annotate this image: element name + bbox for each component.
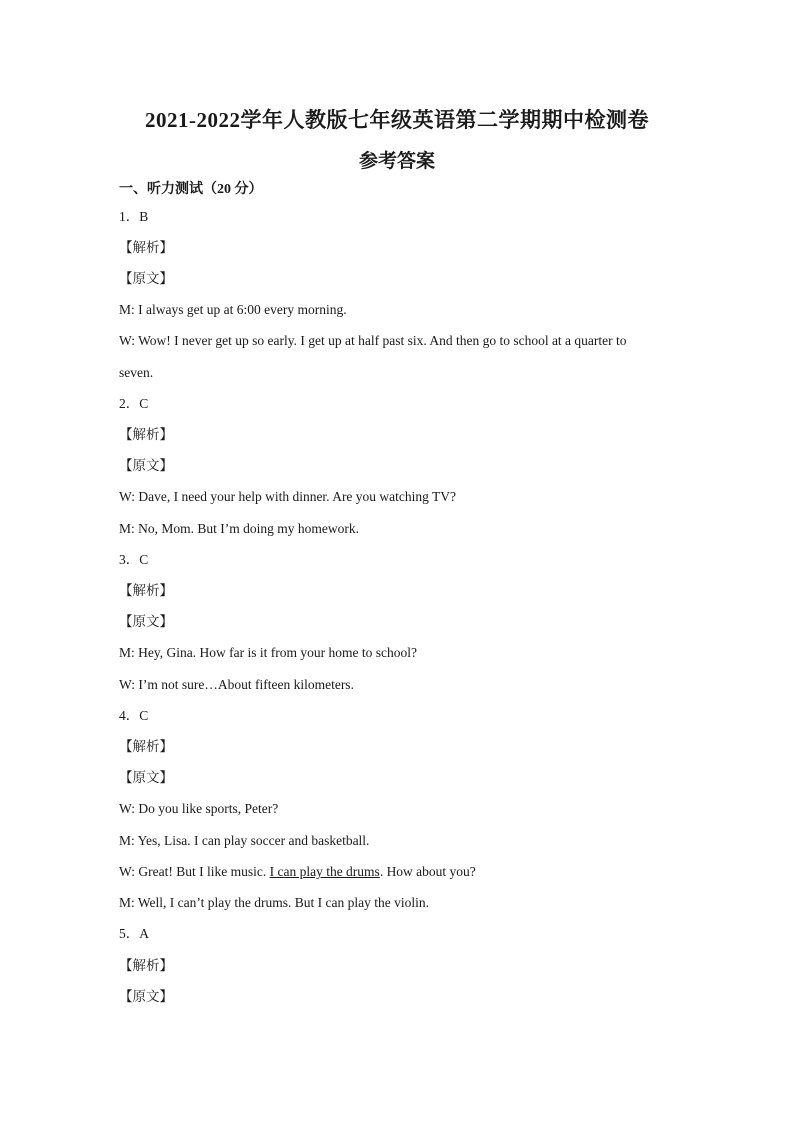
q1-transcript-line: seven. <box>119 365 154 380</box>
q4-underlined-answer: I can play the drums <box>269 864 380 879</box>
q5-analysis-label: 【解析】 <box>119 958 173 973</box>
page-title: 2021-2022学年人教版七年级英语第二学期期中检测卷 <box>145 108 649 132</box>
q4-transcript-line: M: Well, I can’t play the drums. But I can play the violin. <box>119 895 429 910</box>
q4-line-text: . How about you? <box>379 864 476 879</box>
q2-analysis-label: 【解析】 <box>119 427 173 442</box>
q4-transcript-line: M: Yes, Lisa. I can play soccer and basketball. <box>119 833 370 848</box>
q4-analysis-label: 【解析】 <box>119 739 173 754</box>
q1-transcript-line: M: I always get up at 6:00 every morning. <box>119 302 347 317</box>
q1-answer: 1．B <box>119 209 149 224</box>
q2-transcript-line: M: No, Mom. But I’m doing my homework. <box>119 521 359 536</box>
q3-answer: 3．C <box>119 552 149 567</box>
q4-answer: 4．C <box>119 708 149 723</box>
section-heading-listening: 一、听力测试（20 分） <box>119 182 263 197</box>
q4-transcript-label: 【原文】 <box>119 770 173 785</box>
q4-line-text: W: Great! But I like music. <box>119 864 270 879</box>
page-subtitle: 参考答案 <box>358 151 435 172</box>
q5-answer: 5．A <box>119 926 149 941</box>
q5-transcript-label: 【原文】 <box>119 989 173 1004</box>
q2-transcript-label: 【原文】 <box>119 458 173 473</box>
q2-answer: 2．C <box>119 396 149 411</box>
q1-transcript-line: W: Wow! I never get up so early. I get up at half past six. And then go to school at a quarter to <box>119 333 627 348</box>
q3-transcript-line: W: I’m not sure…About fifteen kilometers. <box>119 677 354 692</box>
q3-transcript-line: M: Hey, Gina. How far is it from your home to school? <box>119 645 417 660</box>
q4-transcript-line: W: Do you like sports, Peter? <box>119 801 279 816</box>
q4-transcript-line <box>119 863 476 881</box>
q1-analysis-label: 【解析】 <box>119 240 173 255</box>
q3-analysis-label: 【解析】 <box>119 583 173 598</box>
q1-transcript-label: 【原文】 <box>119 271 173 286</box>
q2-transcript-line: W: Dave, I need your help with dinner. Are you watching TV? <box>119 489 457 504</box>
q3-transcript-label: 【原文】 <box>119 614 173 629</box>
